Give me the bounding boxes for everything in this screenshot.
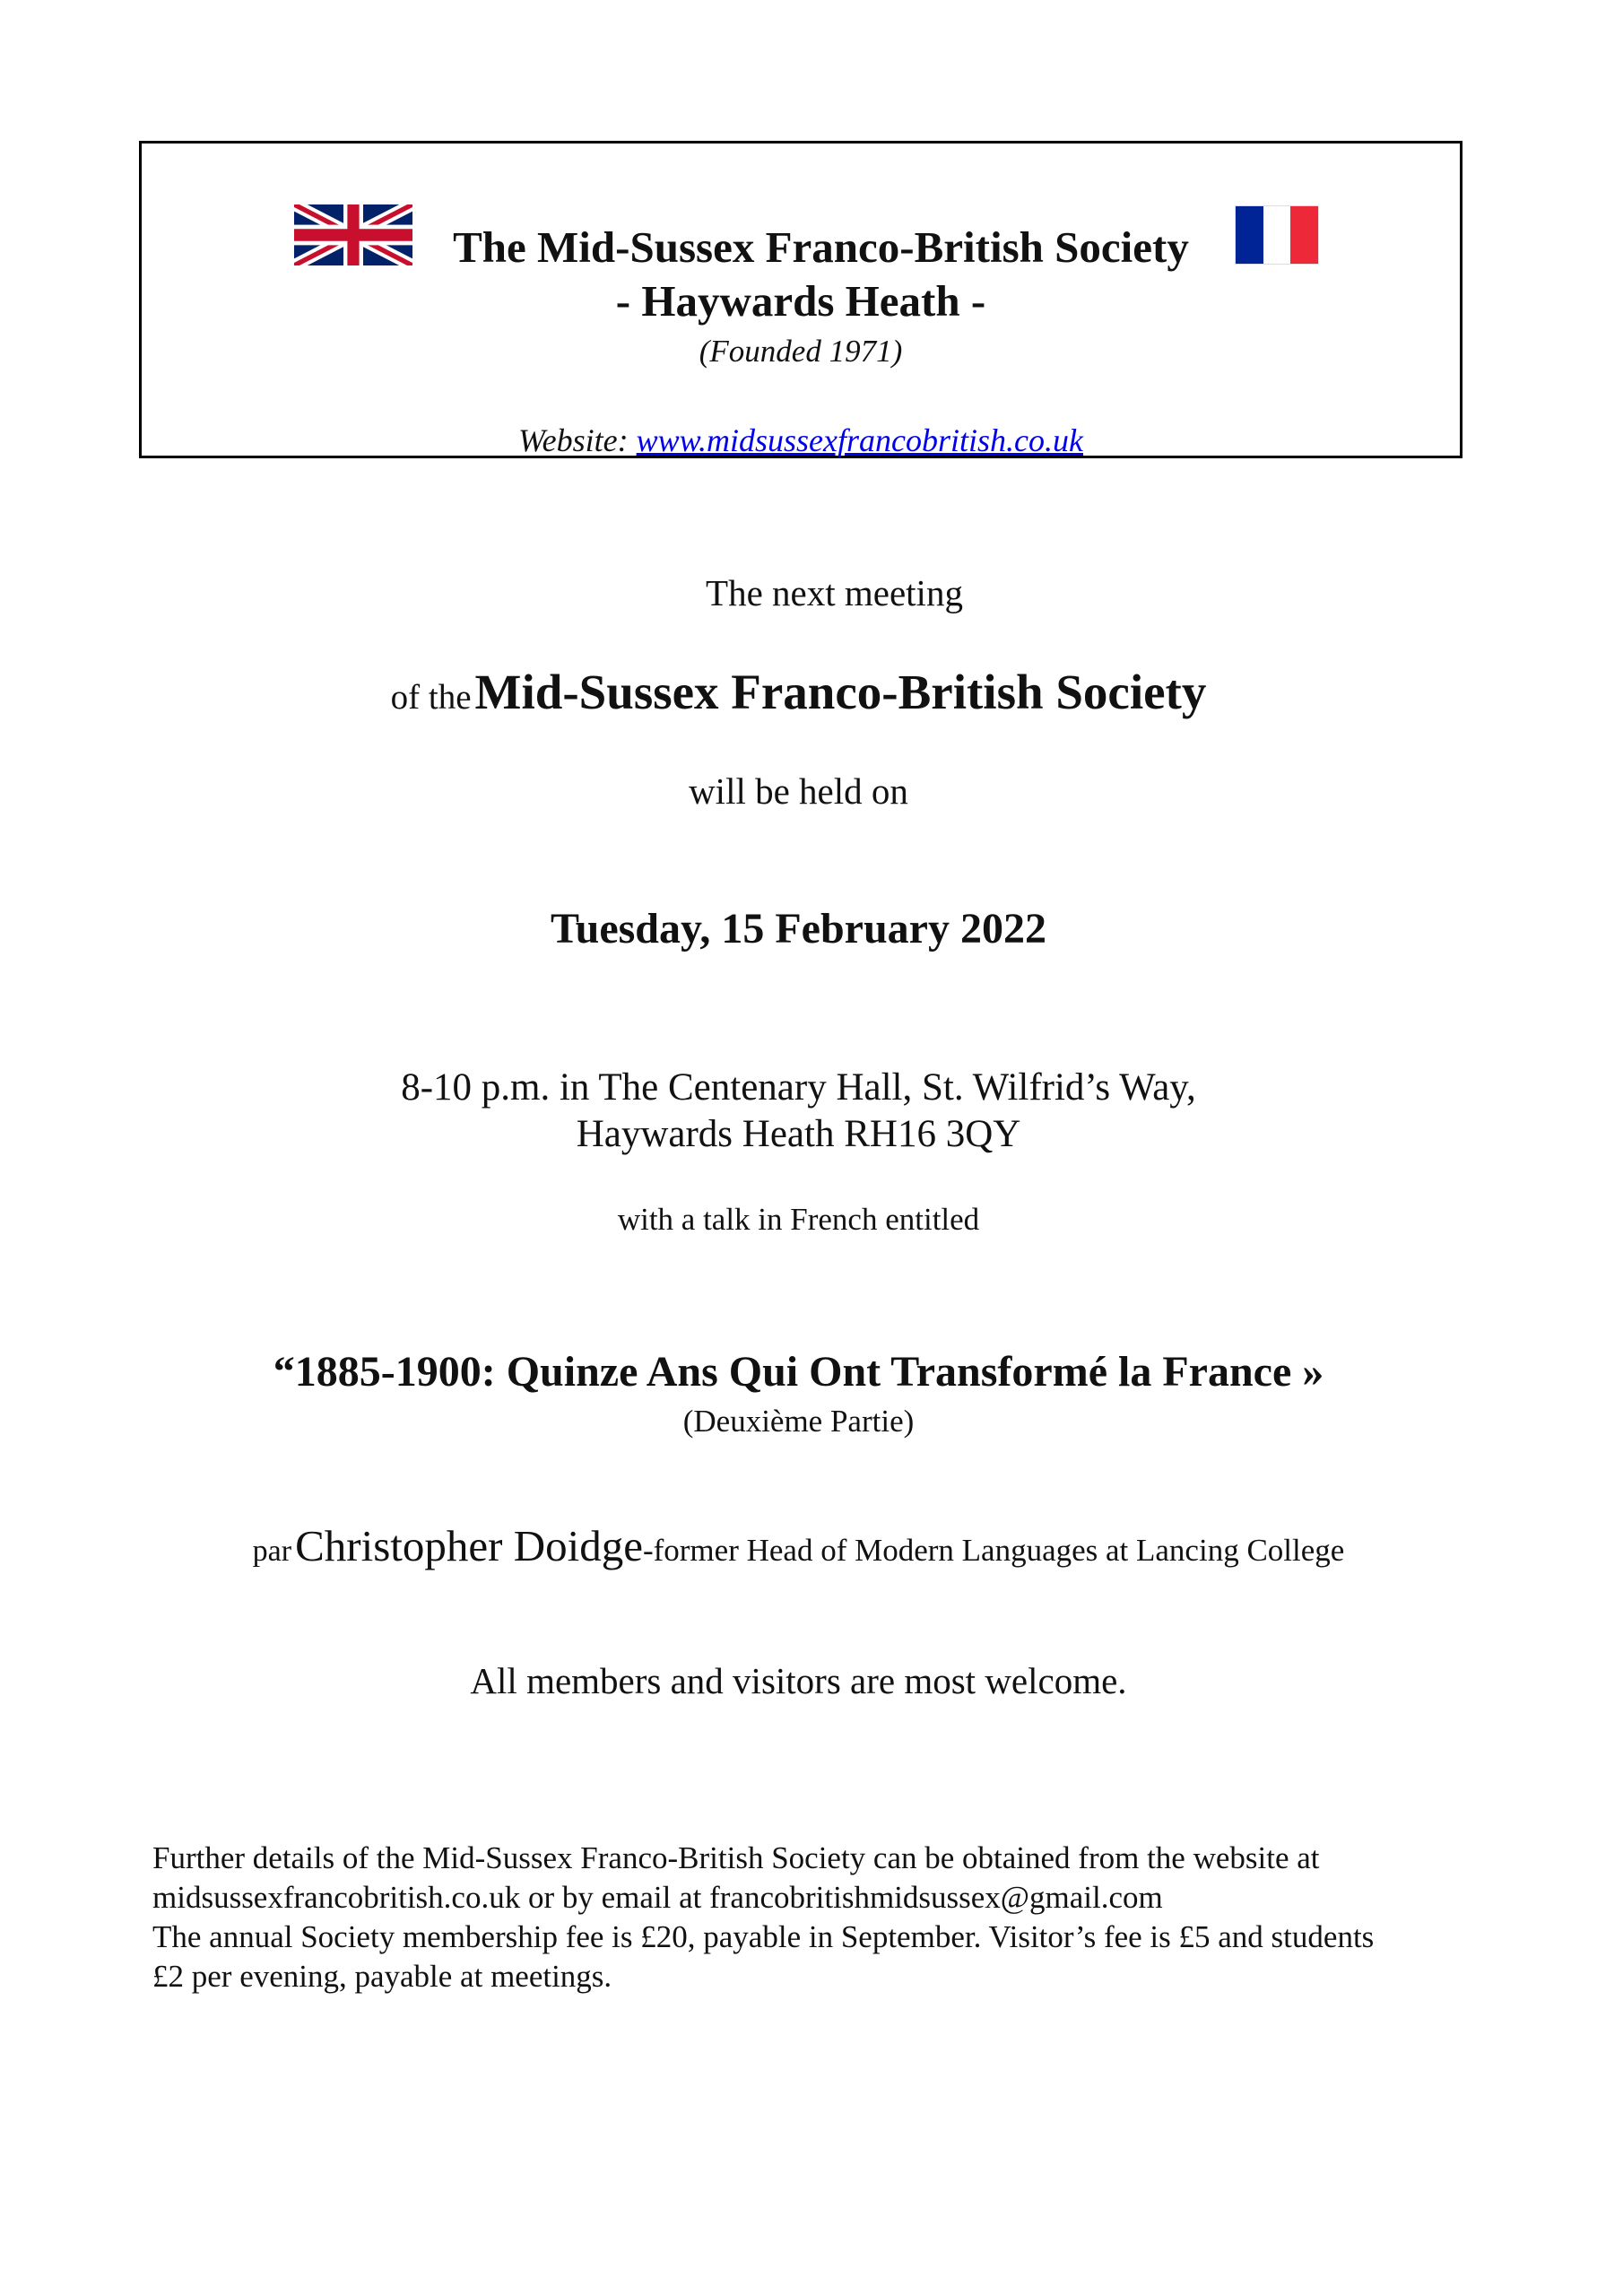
france-flag-icon: [1236, 206, 1318, 264]
society-heading: [0, 664, 1597, 720]
meeting-intro: The next meeting: [706, 572, 963, 613]
speaker-role: -former Head of Modern Languages at Lancing College: [642, 1533, 1345, 1568]
footer-line: £2 per evening, payable at meetings.: [152, 1959, 612, 1994]
venue-line-1: 8-10 p.m. in The Centenary Hall, St. Wilfrid’s Way,: [401, 1066, 1196, 1109]
talk-subtitle: (Deuxième Partie): [682, 1404, 915, 1439]
society-title: The Mid-Sussex Franco-British Society: [453, 222, 1189, 272]
website-label: Website:: [518, 422, 629, 458]
society-location: - Haywards Heath -: [615, 276, 986, 326]
talk-title: “1885-1900: Quinze Ans Qui Ont Transformé la France »: [273, 1348, 1324, 1396]
held-on-text: will be held on: [689, 770, 908, 812]
website-line: [142, 422, 1460, 459]
society-name: Mid-Sussex Franco-British Society: [474, 665, 1207, 719]
meeting-date: Tuesday, 15 February 2022: [551, 905, 1046, 952]
founded-note: (Founded 1971): [699, 334, 903, 369]
par-text: par: [252, 1535, 292, 1568]
venue-line-2: Haywards Heath RH16 3QY: [576, 1113, 1021, 1155]
of-the-text: of the: [390, 678, 472, 717]
footer-line: The annual Society membership fee is £20, payable in September. Visitor’s fee is £5 and students: [152, 1919, 1375, 1954]
footer-details: [152, 1839, 1462, 1996]
footer-line: midsussexfrancobritish.co.uk or by email at francobritishmidsussex@gmail.com: [152, 1880, 1163, 1915]
website-link[interactable]: www.midsussexfrancobritish.co.uk: [636, 422, 1083, 458]
speaker-line: [0, 1520, 1597, 1571]
header-box: [139, 141, 1462, 458]
speaker-name: Christopher Doidge: [295, 1521, 643, 1570]
footer-line: Further details of the Mid-Sussex Franco-British Society can be obtained from the website at: [152, 1840, 1320, 1875]
talk-intro: with a talk in French entitled: [617, 1202, 980, 1237]
welcome-message: All members and visitors are most welcome.: [470, 1660, 1127, 1701]
